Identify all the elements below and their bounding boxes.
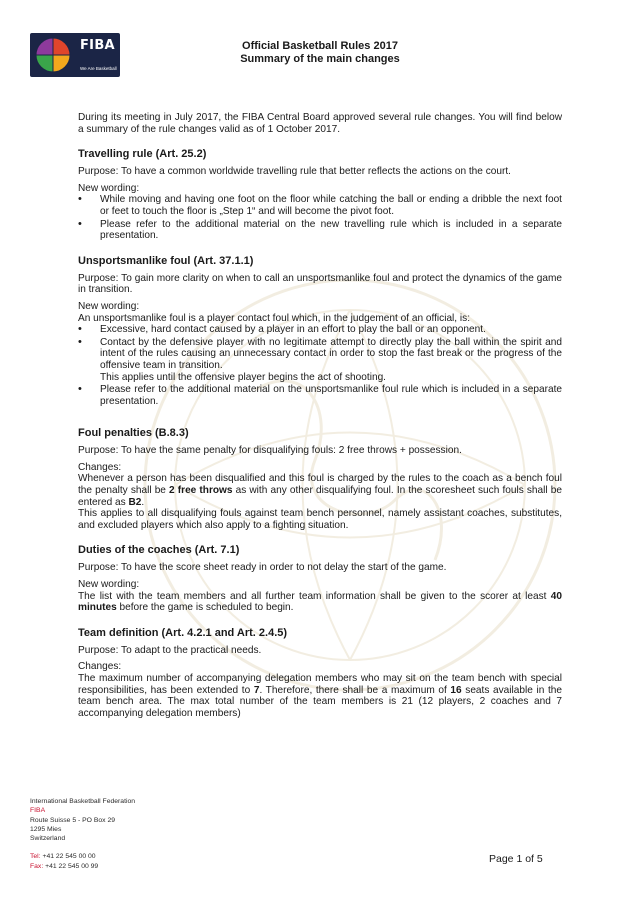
foul-penalties-label: Changes: [78,461,122,473]
unsportsmanlike-purpose: Purpose: To gain more clarity on when to call an unsportsmanlike foul and protect the dynamics of the game in transition. [78,272,562,296]
logo-tagline: We Are Basketball [80,66,117,71]
bullet-icon: • [78,217,82,230]
page-number: Page 1 of 5 [489,853,543,865]
footer-org: International Basketball Federation [30,798,136,805]
footer-fax: Fax: +41 22 545 00 99 [30,862,99,870]
section-heading-team-definition: Team definition (Art. 4.2.1 and Art. 2.4.5) [78,626,288,639]
bullet-icon: • [78,383,82,396]
travelling-purpose: Purpose: To have a common worldwide travelling rule that better reflects the actions on the court. [78,166,511,178]
foul-penalties-purpose: Purpose: To have the same penalty for disqualifying fouls: 2 free throws + possession. [78,445,462,457]
section-heading-unsportsmanlike: Unsportsmanlike foul (Art. 37.1.1) [78,254,254,267]
document-header [0,40,638,66]
unsportsmanlike-text: An unsportsmanlike foul is a player contact foul which, in the judgement of an official, is: [78,312,471,324]
list-item: • Contact by the defensive player with no legitimate attempt to directly play the ball within the spirit and intent of the rules causing an unnecessary contact in order to stop the fast break or the progress of the offensive team in transition. This applies until the offensive player begins the act of shooting. [78,335,562,383]
bullet-icon: • [78,335,82,348]
unsportsmanlike-label: New wording: [78,300,140,312]
section-heading-foul-penalties: Foul penalties (B.8.3) [78,427,189,440]
team-definition-purpose: Purpose: To adapt to the practical needs. [78,644,262,656]
section-heading-travelling: Travelling rule (Art. 25.2) [78,148,207,161]
bullet-icon: • [78,323,82,336]
list-item: • Excessive, hard contact caused by a player in an effort to play the ball or an opponent. [78,323,486,336]
document-title: Official Basketball Rules 2017 [242,40,398,52]
duties-label: New wording: [78,579,140,591]
travelling-label: New wording: [78,182,140,194]
team-definition-text: The maximum number of accompanying delegation members who may sit on the team bench with special responsibilities, has been extended to 7. Therefore, there shall be a maximum of 16 seats available in the team bench area. The max total number of the team members is 21 (12 players, 2 coaches and 7 accompanying delegation members) [78,673,562,719]
unsportsmanlike-bullet-list [78,324,562,407]
logo-wordmark: FIBA [80,38,115,53]
bullet-icon: • [78,193,82,206]
footer-address-line: 1295 Mies [30,825,62,833]
list-item: • While moving and having one foot on the floor while catching the ball or ending a dribble the next foot or feet to touch the floor is „Step 1“ and will become the pivot foot. [78,193,562,217]
document-body [78,112,562,719]
section-heading-duties: Duties of the coaches (Art. 7.1) [78,544,240,557]
intro-paragraph: During its meeting in July 2017, the FIBA Central Board approved several rule changes. You will find below a summary of the rule changes valid as of 1 October 2017. [78,112,562,135]
team-definition-label: Changes: [78,661,122,673]
list-item: • Please refer to the additional material on the new travelling rule which is included in a separate presentation. [78,217,562,242]
list-item: • Please refer to the additional material on the unsportsmanlike foul rule which is included in a separate presentation. [78,383,562,407]
foul-penalties-text-2: This applies to all disqualifying fouls against team bench personnel, namely assistant coaches, substitutes, and excluded players which also apply to a fighting situation. [78,508,562,531]
footer-country: Switzerland [30,835,66,843]
foul-penalties-text: Whenever a person has been disqualified and this foul is charged by the rules to the coach as a bench foul the penalty shall be 2 free throws as with any other disqualifying foul. In the scoresheet such fouls shall be entered as B2. [78,473,562,508]
footer-address [30,797,135,871]
footer-address-line: Route Suisse 5 - PO Box 29 [30,816,116,824]
footer-short: FIBA [30,807,46,815]
footer-tel: Tel: +41 22 545 00 00 [30,853,96,861]
travelling-bullet-list [78,194,562,241]
duties-purpose: Purpose: To have the score sheet ready in order to not delay the start of the game. [78,562,447,574]
document-subtitle: Summary of the main changes [240,53,400,65]
duties-text: The list with the team members and all further team information shall be given to the scorer at least 40 minutes before the game is scheduled to begin. [78,590,562,614]
